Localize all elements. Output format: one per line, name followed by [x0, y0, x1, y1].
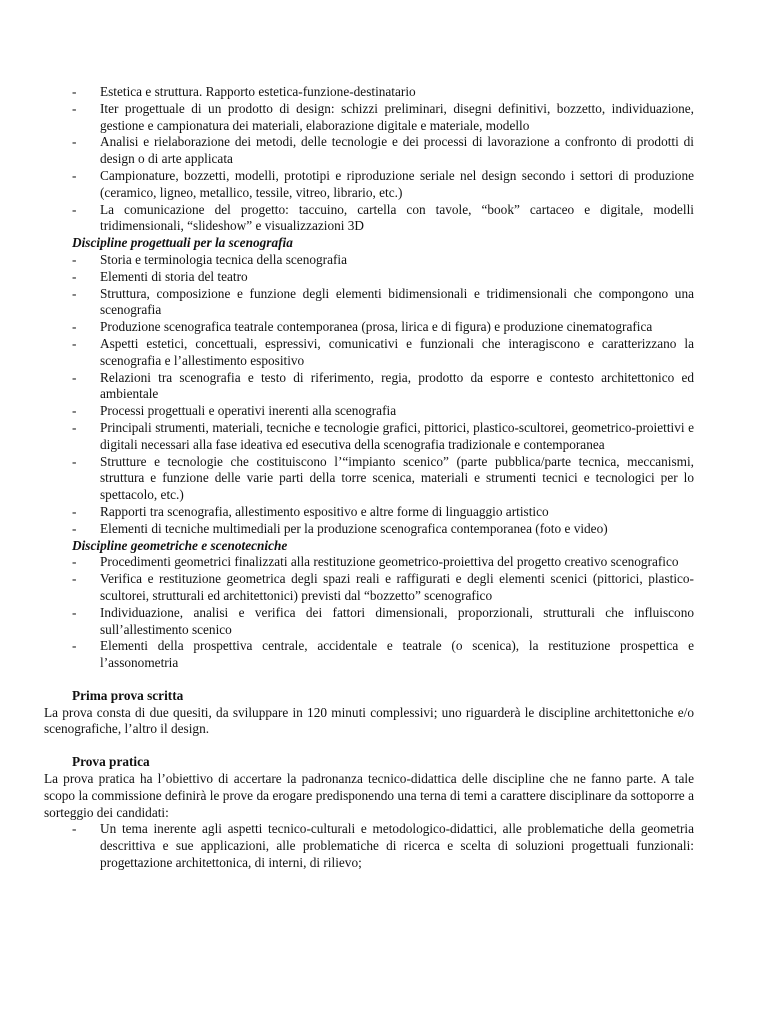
design-list — [44, 84, 694, 235]
list-item: - Strutture e tecnologie che costituiscono l’“impianto scenico” (parte pubblica/parte tecnica, meccanismi, struttura e funzione delle varie parti della torre scenica, materiali e strumenti tecnici e tecnologici per lo spettacolo, etc.) — [44, 454, 694, 504]
list-item: - Processi progettuali e operativi inerenti alla scenografia — [44, 403, 694, 420]
list-item: - Elementi di tecniche multimediali per la produzione scenografica contemporanea (foto e video) — [44, 521, 694, 538]
spacer — [44, 672, 694, 688]
document-body — [44, 84, 694, 872]
list-item: - Rapporti tra scenografia, allestimento espositivo e altre forme di linguaggio artistico — [44, 504, 694, 521]
heading-prima-prova: Prima prova scritta — [72, 687, 184, 703]
list-item: - Campionature, bozzetti, modelli, prototipi e riproduzione seriale nel design secondo i settori di produzione (ceramico, ligneo, metallico, tessile, vitreo, librario, etc.) — [44, 168, 694, 202]
list-item: - Individuazione, analisi e verifica dei fattori dimensionali, proporzionali, strutturali che influiscono sull’allestimento scenico — [44, 605, 694, 639]
list-item: - Procedimenti geometrici finalizzati alla restituzione geometrico-proiettiva del progetto creativo scenografico — [44, 554, 694, 571]
list-item: - Elementi della prospettiva centrale, accidentale e teatrale (o scenica), la restituzione prospettica e l’assonometria — [44, 638, 694, 672]
spacer — [44, 738, 694, 754]
list-item: - Analisi e rielaborazione dei metodi, delle tecnologie e dei processi di lavorazione a confronto di prodotti di design o di arte applicata — [44, 134, 694, 168]
list-item: - Verifica e restituzione geometrica degli spazi reali e raffigurati e degli elementi scenici (pittorici, plastico-scultorei, strutturali ed architettonici) previsti dal “bozzetto” scenografico — [44, 571, 694, 605]
list-item: - Struttura, composizione e funzione degli elementi bidimensionali e tridimensionali che compongono una scenografia — [44, 286, 694, 320]
prova-pratica-list — [44, 821, 694, 871]
list-item: - Relazioni tra scenografia e testo di riferimento, regia, prodotto da esporre e contesto architettonico ed ambientale — [44, 370, 694, 404]
geometriche-list — [44, 554, 694, 672]
paragraph-prova-pratica: La prova pratica ha l’obiettivo di accertare la padronanza tecnico-didattica delle discipline che ne fanno parte. A tale scopo la commissione definirà le prove da erogare predisponendo una terna di temi a carattere disciplinare da sottoporre a sorteggio dei candidati: — [44, 771, 694, 820]
scenografia-list — [44, 252, 694, 538]
list-item: - Aspetti estetici, concettuali, espressivi, comunicativi e funzionali che interagiscono e caratterizzano la scenografia e l’allestimento espositivo — [44, 336, 694, 370]
list-item: - Elementi di storia del teatro — [44, 269, 694, 286]
list-item: - Iter progettuale di un prodotto di design: schizzi preliminari, disegni definitivi, bozzetto, individuazione, gestione e campionatura dei materiali, elaborazione digitale e materiale, modello — [44, 101, 694, 135]
section-heading-geometriche: Discipline geometriche e scenotecniche — [72, 537, 288, 553]
heading-prova-pratica: Prova pratica — [72, 754, 150, 770]
list-item: - Produzione scenografica teatrale contemporanea (prosa, lirica e di figura) e produzione cinematografica — [44, 319, 694, 336]
list-item: - La comunicazione del progetto: taccuino, cartella con tavole, “book” cartaceo e digitale, modelli tridimensionali, “slideshow” e visualizzazioni 3D — [44, 202, 694, 236]
list-item: - Storia e terminologia tecnica della scenografia — [44, 252, 694, 269]
list-item: - Principali strumenti, materiali, tecniche e tecnologie grafici, pittorici, plastico-scultorei, geometrico-proiettivi e digitali necessari alla fase ideativa ed esecutiva della scenografia tradizionale e contemporanea — [44, 420, 694, 454]
list-item: - Un tema inerente agli aspetti tecnico-culturali e metodologico-didattici, alle problematiche della geometria descrittiva e sue applicazioni, alle problematiche di ricerca e scelta di soluzioni progettuali funzionali: progettazione architettonica, di interni, di rilievo; — [44, 821, 694, 871]
paragraph-prima-prova: La prova consta di due quesiti, da sviluppare in 120 minuti complessivi; uno riguarderà le discipline architettoniche e/o scenografiche, l’altro il design. — [44, 704, 694, 737]
section-heading-scenografia: Discipline progettuali per la scenografia — [72, 235, 293, 251]
list-item: - Estetica e struttura. Rapporto estetica-funzione-destinatario — [44, 84, 694, 101]
